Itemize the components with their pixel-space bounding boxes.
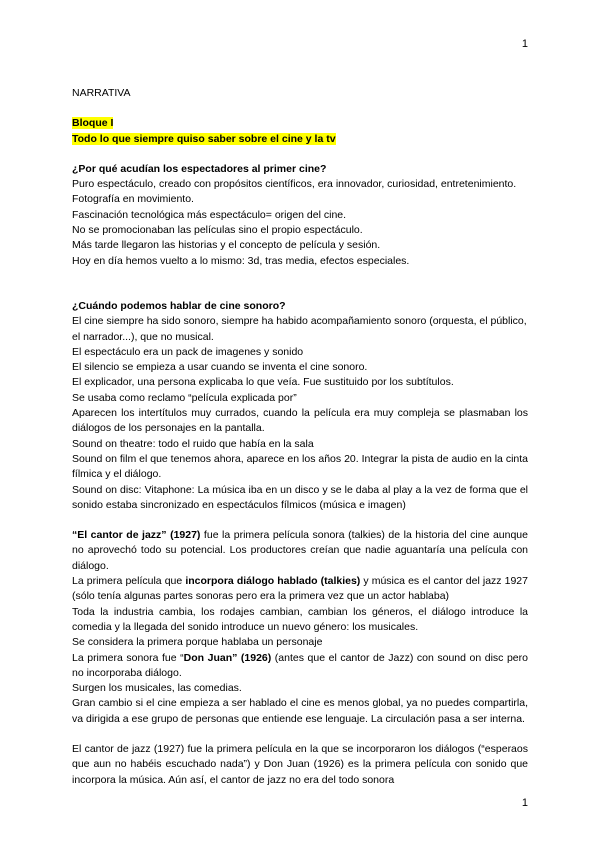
q1-line: Puro espectáculo, creado con propósitos científicos, era innovador, curiosidad, entretenimiento. Fotografía en movimiento. [72,178,517,206]
q1-line: Fascinación tecnológica más espectáculo= origen del cine. [72,208,347,221]
jazz-title-bold: “El cantor de jazz” (1927) [72,529,201,542]
q2-line: Sound on film el que tenemos ahora, aparece en los años 20. Integrar la pista de audio en la cinta fílmica y el diálogo. [72,452,528,481]
q2-line: Sound on theatre: todo el ruido que había en la sala [72,437,314,450]
question-heading-first-cinema: ¿Por qué acudían los espectadores al primer cine? [72,162,327,175]
document-body [72,86,528,788]
q1-line: Hoy en día hemos vuelto a lo mismo: 3d, tras media, efectos especiales. [72,254,410,267]
jazz-p5-bold: Don Juan” (1926) [183,651,272,664]
q1-line: No se promocionaban las películas sino el propio espectáculo. [72,224,363,237]
section-title: NARRATIVA [72,87,131,99]
page-number-bottom: 1 [521,797,528,809]
jazz-paragraph-2 [72,574,528,605]
q2-line: El espectáculo era un pack de imagenes y sonido [72,345,304,358]
question-heading-sound-cinema: ¿Cuándo podemos hablar de cine sonoro? [72,299,286,312]
jazz-paragraph-6: Surgen los musicales, las comedias. [72,682,242,695]
q2-line: Sound on disc: Vitaphone: La música iba en un disco y se le daba al play a la vez de forma que el sonido estaba sincronizado en espectáculos fílmicos (música e imagen) [72,483,528,511]
jazz-p2-text-b: y música es el cantor del jazz 1927 (sólo tenía algunas partes sonoras pero era la primera vez que un actor hablaba) [72,575,528,603]
jazz-p5-text-b: (antes que el cantor de Jazz) con sound on disc pero no incorporaba diálogo. [72,651,528,679]
final-paragraph: El cantor de jazz (1927) fue la primera película en la que se incorporaron los diálogos (“esperaos que aun no habéis escuchado nada”) y Don Juan (1926) es la primera película con sonido que incorpora la música. Aún así, el cantor de jazz no era del todo sonora [72,742,528,786]
q2-line: El cine siempre ha sido sonoro, siempre ha habido acompañamiento sonoro (orquesta, el público, el narrador...), que no musical. [72,315,527,343]
jazz-paragraph-1-text: fue la primera película sonora (talkies) de la historia del cine aunque no aprovechó todo su potencial. Los productores creían que nadie aguantaría una película con diálogo. [72,529,528,572]
jazz-paragraph-5 [72,651,528,682]
jazz-p2-text-a: La primera película que [72,575,186,588]
block-label: Bloque I [72,117,114,130]
jazz-paragraph-4: Se considera la primera porque hablaba un personaje [72,636,323,649]
jazz-paragraph-7: Gran cambio si el cine empieza a ser hablado el cine es menos global, ya no puedes compartirla, va dirigida a ese grupo de personas que entiende ese lenguaje. La circulación pasa a ser interna. [72,697,528,725]
q2-line: El silencio se empieza a usar cuando se inventa el cine sonoro. [72,361,368,374]
q2-line: Aparecen los intertítulos muy currados, cuando la película era muy compleja se plasmaban los diálogos de los personajes en la pantalla. [72,407,528,435]
q2-line: El explicador, una persona explicaba lo que veía. Fue sustituido por los subtítulos. [72,376,454,389]
jazz-paragraph-1 [72,528,528,574]
q1-line: Más tarde llegaron las historias y el concepto de película y sesión. [72,239,381,252]
jazz-p2-bold: incorpora diálogo hablado (talkies) [185,575,361,588]
page-number-top: 1 [521,38,528,50]
block-subtitle: Todo lo que siempre quiso saber sobre el cine y la tv [72,132,336,145]
jazz-p5-text-a: La primera sonora fue “ [72,651,184,664]
jazz-paragraph-3: Toda la industria cambia, los rodajes cambian, cambian los géneros, el diálogo introduce la comedia y la llegada del sonido introduce un nuevo género: los musicales. [72,605,528,633]
q2-line: Se usaba como reclamo “película explicada por” [72,391,297,404]
